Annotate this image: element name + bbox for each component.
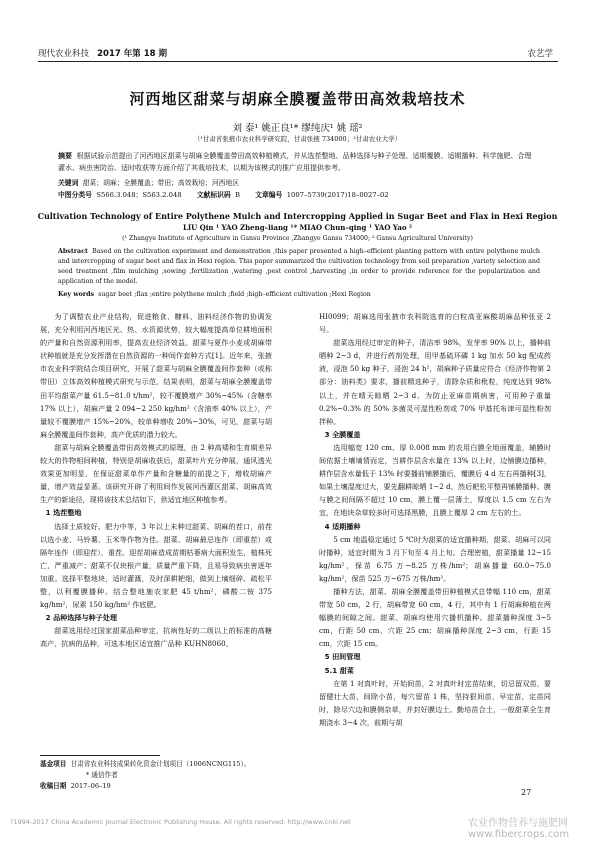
english-keywords: Key words sugar beet ;flax ;entire polythene mulch ;field ;high–efficient cultivation ;Hexi Region: [58, 291, 371, 298]
body-right-column: [319, 310, 551, 729]
header-rule: [38, 61, 558, 62]
section-heading: 4 适期播种: [324, 521, 361, 531]
body-paragraph: 5 cm 地温稳定通过 5 ℃时为甜菜的适宜播种期，甜菜、胡麻可以同时播种，适宜时期为 3 月下旬至 4 月上旬。合理密植，甜菜播量 12~15 kg/hm²，保苗 6.75 万~8.25 万株/hm²；胡麻播量 60.0~75.0 kg/hm²，保苗 525 万~675 万株/hm²。: [319, 534, 551, 583]
subsection-heading: 5.1 甜菜: [324, 665, 354, 675]
section-heading: 3 全膜覆盖: [324, 429, 361, 439]
fund-note: 基金项目 甘肃省农业科技成果转化资金计划项目（1006NCNG115）。: [40, 760, 251, 768]
body-paragraph: 播种方法，甜菜、胡麻全膜覆盖带田种植模式总带幅 110 cm，甜菜带宽 50 cm，2 行，胡麻带宽 60 cm，4 行，其中有 1 行胡麻种植在两幅膜的间隙之间。甜菜、胡麻均使用穴播机播种。甜菜播种深度 3~5 cm，行距 50 cm，穴距 25 cm；胡麻播种深度 2~3 cm，行距 15 cm，穴距 15 cm。: [319, 586, 551, 649]
affiliation: （¹甘肃省张掖市农业科学研究院，甘肃张掖 734000；²甘肃农业大学）: [193, 135, 402, 143]
body-paragraph: HI0099；胡麻选用张掖市农科院选育的白粒高亚麻酸胡麻品种张亚 2 号。: [319, 312, 551, 335]
body-paragraph: 选择土质较好、肥力中等，3 年以上未种过甜菜、胡麻的茬口，前茬以选小麦、马铃薯、玉米等作物为佳。甜菜、胡麻最忌连作（即重茬）或隔年连作（即迎茬），重茬、迎茬胡麻造成苗期枯萎病大面积发生，植株死亡，严重减产；甜菜不仅块根产量，质量严重下降，且易导致病虫害逐年加重。选择平整地块，适时灌溉，及时深耕耙细，做到上墒细碎、疏松平整，以利覆膜播种。结合整地施农家肥 45 t/hm²，磷酸二铵 375 kg/hm²，尿素 150 kg/hm² 作底肥。: [40, 521, 272, 610]
watermark: 农业作物营养与施肥网 www.fibercrops.com: [468, 818, 570, 840]
page-number: 27: [521, 788, 532, 797]
author-list: 刘 泰¹ 姚正良¹* 缪纯庆¹ 姚 瑶²: [232, 123, 363, 134]
english-affiliation: (¹ Zhangye Institute of Agriculture in Gansu Province ,Zhangye Gansu 734000; ² Gansu Agricultural University): [122, 235, 473, 242]
abstract: 摘要 根据试验示范提出了河西地区甜菜与胡麻全膜覆盖带田高效种植模式，并从选茬整地、品种选择与种子处理、适期覆膜、适期播种、科学施肥、合理灌水、病虫害防治、适时收获等方面介绍了其栽培技术，以期为该模式的推广应用提供参考。: [58, 151, 532, 172]
section-name: 农艺学: [527, 49, 553, 59]
classification-line: 中图分类号 S566.3.048；S563.2.048 文献标识码 B 文章编号 1007–5739(2017)18–0027–02: [58, 191, 389, 199]
journal-name: 现代农业科技 2017 年第 18 期: [38, 49, 167, 59]
footnote-rule: [40, 755, 160, 756]
corresponding-note: * 通信作者: [86, 771, 118, 779]
body-paragraph: 甜菜选用经过国家甜菜品种审定，抗病性好的二级以上的标准的高糖高产、抗病的品种，可选本地区适宜推广品种 KUHN8060、: [40, 626, 272, 649]
english-authors: LIU Qin ¹ YAO Zheng–liang ¹* MIAO Chun–qing ¹ YAO Yao ²: [182, 223, 413, 232]
received-date: 收稿日期 2017–06–19: [40, 782, 111, 790]
body-paragraph: 在第 1 对真叶时，开始间苗，2 对真叶时定苗结束，切忌留双苗，要留健壮大苗，间除小苗，每穴留苗 1 株，坚持狠间苗，早定苗，定苗同时，除尽穴边和膜侧杂草，并封好膜边土。勤培苗合土，一般甜菜全生育期浇水 3~4 次，前期与胡: [319, 678, 551, 727]
section-heading: 2 品种选择与种子处理: [45, 613, 117, 623]
copyright-line: ?1994-2017 China Academic Journal Electronic Publishing House. All rights reserved. http://www.cnki.net: [10, 818, 351, 826]
body-left-column: [40, 310, 272, 650]
paper-title: 河西地区甜菜与胡麻全膜覆盖带田高效栽培技术: [129, 90, 466, 108]
section-heading: 1 选茬整地: [45, 508, 82, 518]
section-heading: 5 田间管理: [324, 652, 361, 662]
body-paragraph: 甜菜选用经过审定的种子，清洁率 98%，发芽率 90% 以上，播种前晒种 2~3 d，并进行药剂处理，用甲基硫环磷 1 kg 加水 50 kg 配成药液，浸泡 50 kg 种子，浸泡 24 h²，胡麻种子质量应符合《经济作物第 2 部分：油料类》要求，播前精选种子，清除杂质和秕粒，纯度达到 98% 以上，并在晴天晾晒 2~3 d。为防止亚麻苗期病害，可用种子重量 0.2%~0.3% 的 50% 多菌灵可湿性粉剂或 70% 甲基托布津可湿性粉剂拌种。: [319, 338, 551, 426]
body-paragraph: 选用幅宽 120 cm、厚 0.008 mm 的农用白膜全地面覆盖，辅膜时间依据土壤墒情而定，当耕作层含水量在 13% 以上时，边铺膜边播种，耕作层含水量低于 13% 时要播前铺膜播后，覆膜后 4 d 左右再播种[3]，如果土壤湿度过大，要先翻耕晾晒 1~2 d，然后耙松平整再铺膜播种。膜与膜之间间隔不超过 10 cm，膜上覆一层薄土，厚度以 1.5 cm 左右为宜，在地块杂草较多时可选择黑膜，且膜上覆厚 2 cm 左右的土。: [319, 442, 551, 518]
english-abstract: Abstract Based on the cultivation experiment and demonstration ,this paper presented a high–efficient planting pattern with entire polythene mulch and intercropping of sugar beet and flax in Hexi region. This paper summarized the cultivation technology from soil preparation ,variety selection and seed treatment ,film mulching ,sowing ,fertilization ,watering ,pest control ,harvesting ,in order to provide reference for the popularization and application of the model.: [58, 248, 540, 285]
body-paragraph: 甜菜与胡麻全膜覆盖带田高效模式的原理，由 2 种高矮和生育期差异较大的作物相间种植，特别是胡麻收获后，甜菜叶片充分伸展，通风透光效果更加明显，在保证甜菜单作产量和含糖量的前提之下，增收胡麻产量，增产效益显著。该研究开辟了利用间作发展河西灌区甜菜、胡麻高效生产的新途径，现将该技术总结如下，供适宜地区种植参考。: [40, 442, 272, 505]
english-title: Cultivation Technology of Entire Polythene Mulch and Intercropping Applied in Sugar Beet and Flax in Hexi Region: [37, 211, 558, 221]
keywords: 关键词 甜菜；胡麻；全膜覆盖；带田；高效栽培；河西地区: [58, 179, 240, 187]
body-paragraph: 为了调整农业产业结构，促进粮食、糠料、油料经济作物的协调发展，充分利用河西地区光、热、水资源优势，较大幅度提高单位耕地面积的产量和自然资源利用率，提高农业经济效益。甜菜与夏作小麦或胡麻带状种植就是充分发挥潜在自然资源的一种间作套种方式[1]。近年来，张掖市农业科学院结合项目研究，开展了甜菜与胡麻全膜覆盖间作套种（或称带田）立体高效种植模式研究与示范，结果表明，甜菜与胡麻全膜覆盖带田平均甜菜产量 61.5~81.0 t/hm²，较不覆膜增产 30%~45%（含糖率 17% 以上），胡麻产量 2 094~2 250 kg/hm²（含油率 40% 以上），产量较不覆膜增产 15%~20%，较单种增收 20%~30%，可见，甜菜与胡麻全膜覆盖间作套种，高产优质的潜力较大。: [40, 312, 272, 439]
